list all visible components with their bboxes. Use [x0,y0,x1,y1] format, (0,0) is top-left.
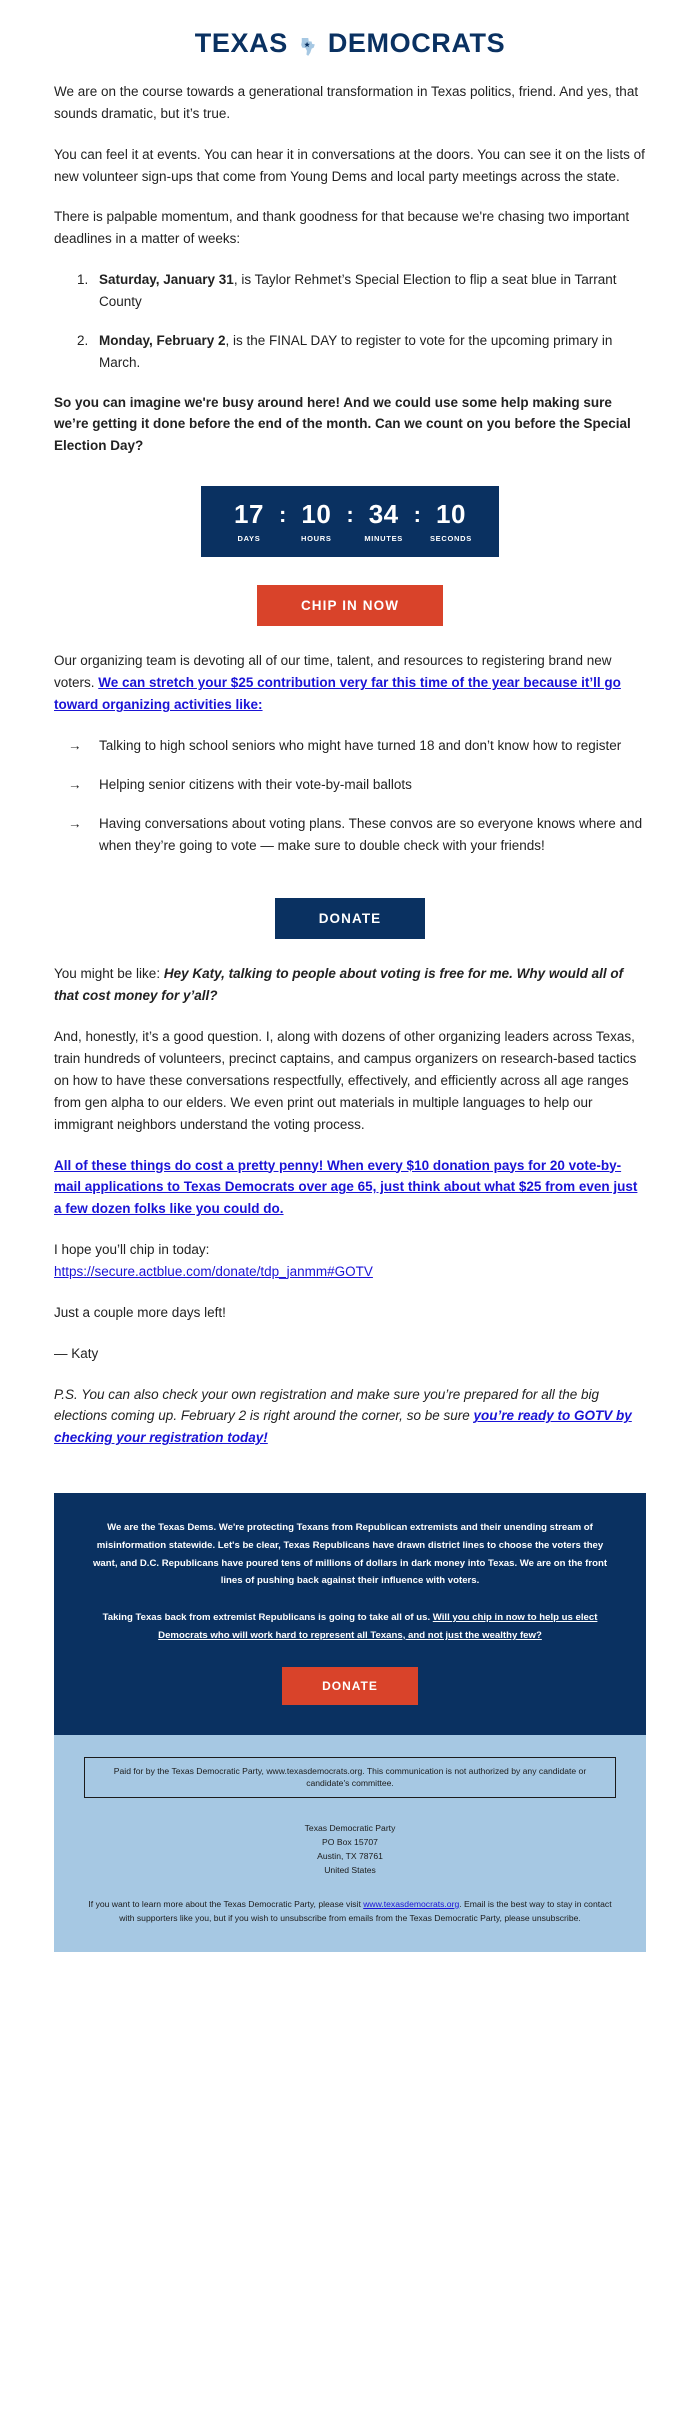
list-item [92,330,646,374]
countdown-value-minutes: 34 [368,499,399,530]
countdown-value-days: 17 [234,499,264,530]
address-line: Austin, TX 78761 [317,1851,383,1862]
footer-chip-in-link[interactable]: Will you chip in now to help us elect Democrats who will work hard to represent all Texans, and not just the wealthy few? [158,1612,598,1641]
countdown-unit-minutes [356,501,412,543]
countdown-separator: : [413,502,421,528]
paragraph-chip-in-today [54,1239,646,1283]
ps-lead-text: P.S. You can also check your own registration and make sure you’re prepared for all the big elections coming up. February 2 is right around the corner, so be sure [54,1386,600,1424]
paragraph-momentum-evidence: You can feel it at events. You can hear it in conversations at the doors. You can see it on the lists of new volunteer sign-ups that come from Young Dems and local party meetings across the state. [54,146,645,184]
actblue-donate-url-link[interactable]: https://secure.actblue.com/donate/tdp_janmm#GOTV [54,1263,373,1279]
footer-donate-row [88,1667,612,1705]
signature: — Katy [54,1345,99,1361]
countdown-section [54,476,646,563]
footer-donate-button[interactable]: DONATE [282,1667,418,1705]
pretty-penny-link[interactable]: All of these things do cost a pretty penny! When every $10 donation pays for 20 vote-by-mail applications to Texas Democrats over age 65, just think about what $25 from even just a few dozen folks like you could do. [54,1157,638,1217]
address-line: United States [324,1865,376,1876]
paragraph-answer: And, honestly, it’s a good question. I, along with dozens of other organizing leaders across Texas, train hundreds of volunteers, precinct captains, and campus organizers on research-based tactics on how to have these conversations respectfully, effectively, and efficiently across all age ranges from gen alpha to our elders. We even print out materials in multiple languages to help our immigrant neighbors understand the voting process. [54,1029,637,1132]
activity-text: Talking to high school seniors who might have turned 18 and don’t know how to register [99,738,622,754]
address-line: PO Box 15707 [322,1837,378,1848]
chip-in-button-row [54,563,646,650]
countdown-timer [201,486,499,557]
donate-button-row [54,876,646,963]
unsub-lead: If you want to learn more about the Texas Democratic Party, please visit [88,1898,364,1909]
arrow-right-icon: → [68,815,82,831]
footer-ask [88,1609,612,1644]
organizing-lead-text: Our organizing team is devoting all of our time, talent, and resources to registering brand new voters. [54,653,612,691]
countdown-label-days: DAYS [237,534,261,544]
stretch-contribution-link[interactable]: We can stretch your $25 contribution very far this time of the year because it’ll go toward organizing activities like: [54,675,621,713]
countdown-label-hours: HOURS [301,534,332,544]
activity-text: Having conversations about voting plans. These convos are so everyone knows where and when they’re going to vote — make sure to double check with your friends! [99,815,643,853]
unsub-tail: . Email is the best way to stay in contact with supporters like you, but if you wish to unsubscribe from emails from the Texas Democratic Party, please unsubscribe. [119,1898,612,1923]
countdown-unit-seconds [423,501,479,543]
email-header [0,0,700,81]
paragraph-deadlines-intro: There is palpable momentum, and thank goodness for that because we're chasing two important deadlines in a matter of weeks: [54,209,630,247]
list-item [68,813,646,857]
paragraph-postscript [54,1384,646,1450]
list-item [68,774,646,796]
arrow-right-icon: → [68,776,82,792]
countdown-separator: : [346,502,354,528]
activities-list [54,735,646,856]
activity-text: Helping senior citizens with their vote-by-mail ballots [99,776,412,792]
footer-navy-panel [54,1493,646,1734]
footer-ask-lead: Taking Texas back from extremist Republicans is going to take all of us. [102,1612,433,1624]
deadlines-list [54,269,646,373]
deadline-date: Saturday, January 31 [99,272,234,288]
unsubscribe-text [84,1898,616,1926]
list-item [92,269,646,313]
logo-text-democrats: DEMOCRATS [327,28,506,58]
footer-blurb: We are the Texas Dems. We're protecting Texans from Republican extremists and their unending stream of misinformation statewide. Let's be clear, Texas Republicans have drawn district lines to choose the voters they want, and D.C. Republicans have poured tens of millions of dollars in dark money into Texas. We are on the front lines of pushing back against their influence with voters. [92,1522,608,1587]
paragraph-objection [54,963,646,1007]
deadline-date: Monday, February 2 [99,332,226,348]
countdown-value-hours: 10 [301,499,332,530]
countdown-label-minutes: MINUTES [364,534,403,544]
paragraph-days-left: Just a couple more days left! [54,1304,226,1320]
paragraph-ask-bold: So you can imagine we're busy around here! And we could use some help making sure we’re getting it done before the end of the month. Can we count on you before the Special Election Day? [54,394,631,454]
paragraph-organizing [54,650,646,716]
chip-in-today-text: I hope you’ll chip in today: [54,1242,210,1258]
chip-in-now-button[interactable]: CHIP IN NOW [257,585,443,626]
arrow-right-icon: → [68,738,82,754]
texasdemocrats-website-link[interactable]: www.texasdemocrats.org [363,1898,460,1909]
list-item [68,735,646,757]
objection-quote: Hey Katy, talking to people about voting is free for me. Why would all of that cost money for y’all? [54,966,624,1004]
deadline-text: , is the FINAL DAY to register to vote for the upcoming primary in March. [99,332,613,370]
footer-light-panel [54,1735,646,1952]
paid-for-disclaimer: Paid for by the Texas Democratic Party, www.texasdemocrats.org. This communication is not authorized by any candidate or candidate's committee. [84,1757,616,1799]
brand-logo [195,28,505,59]
email-body [0,81,700,1449]
paragraph-cost-link [54,1155,646,1221]
countdown-unit-days [221,501,277,543]
address-line: Texas Democratic Party [304,1823,396,1834]
gotv-registration-link[interactable]: you’re ready to GOTV by checking your registration today! [54,1408,632,1446]
deadline-text: , is Taylor Rehmet’s Special Election to flip a seat blue in Tarrant County [99,272,617,310]
countdown-unit-hours [288,501,344,543]
countdown-label-seconds: SECONDS [429,534,472,544]
objection-lead-text: You might be like: [54,966,164,982]
donate-button[interactable]: DONATE [275,898,426,939]
countdown-separator: : [279,502,287,528]
bottom-spacer [0,1952,700,1966]
logo-text-texas: TEXAS [194,28,288,58]
paragraph-intro: We are on the course towards a generational transformation in Texas politics, friend. And yes, that sounds dramatic, but it’s true. [54,84,639,121]
mailing-address [84,1822,616,1878]
texas-star-icon [297,34,319,56]
countdown-value-seconds: 10 [436,499,466,530]
